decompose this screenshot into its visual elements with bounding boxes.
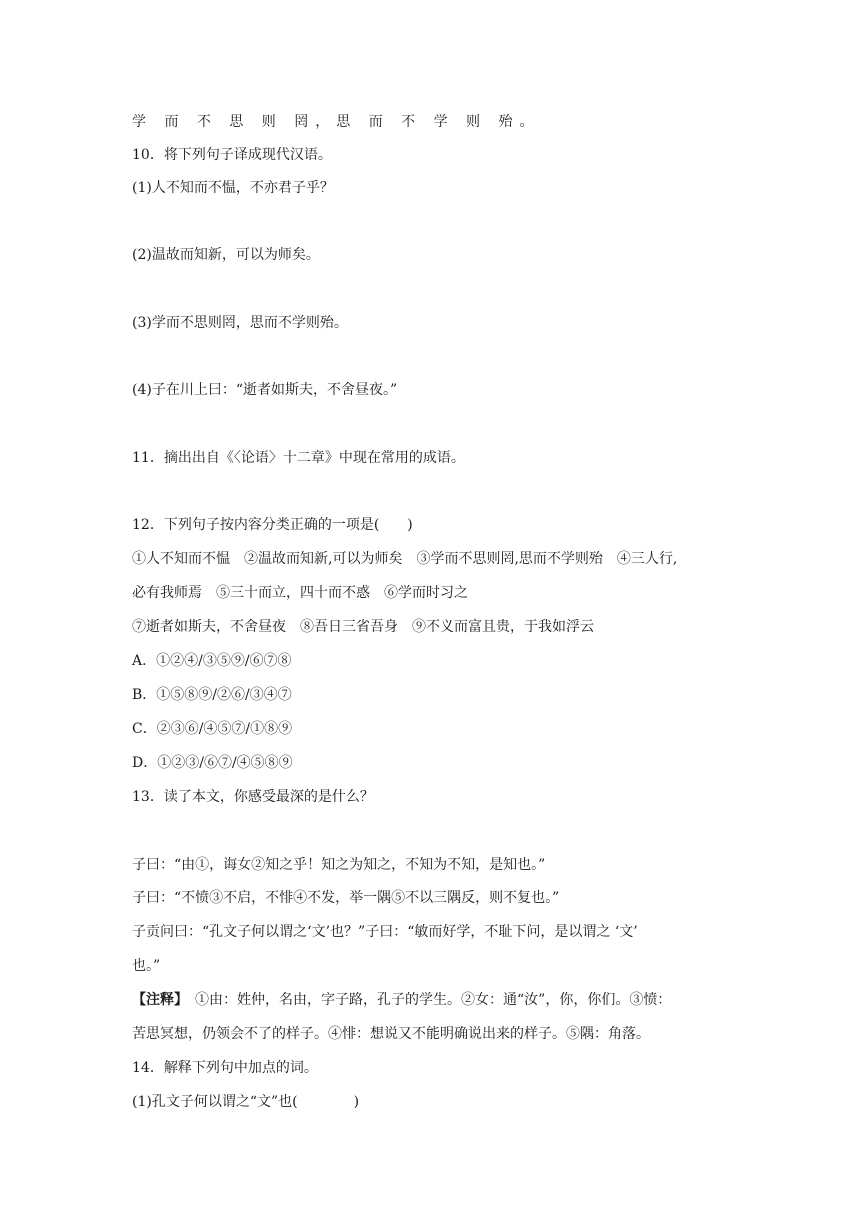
passage-line-3: 子贡问曰：“孔文子何以谓之‘文’也？”子曰：“敏而好学，不耻下问，是以谓之 ‘文’ xyxy=(132,924,638,940)
sub-question-1: (1)人不知而不愠，不亦君子乎？ xyxy=(132,180,334,196)
option-c: C．②③⑥/④⑤⑦/①⑧⑨ xyxy=(132,721,293,737)
annotation-label: 【注释】 xyxy=(132,992,181,1008)
sub-question-3: (3)学而不思则罔，思而不学则殆。 xyxy=(132,315,348,331)
question-12-items-line-1: ①人不知而不愠 ②温故而知新,可以为师矣 ③学而不思则罔,思而不学则殆 ④三人行, xyxy=(132,551,678,567)
question-12-items-line-2: 必有我师焉 ⑤三十而立，四十而不惑 ⑥学而时习之 xyxy=(132,585,468,601)
option-a: A．①②④/③⑤⑨/⑥⑦⑧ xyxy=(132,653,292,669)
question-12-items-line-3: ⑦逝者如斯夫，不舍昼夜 ⑧吾日三省吾身 ⑨不义而富且贵，于我如浮云 xyxy=(132,619,594,635)
sub-question-2: (2)温故而知新，可以为师矣。 xyxy=(132,247,320,263)
option-d: D．①②③/⑥⑦/④⑤⑧⑨ xyxy=(132,755,293,771)
annotation-line-2: 苦思冥想，仍领会不了的样子。④悱：想说又不能明确说出来的样子。⑤隅：角落。 xyxy=(132,1026,650,1042)
question-10: 10．将下列句子译成现代汉语。 xyxy=(132,147,332,163)
passage-line-1: 子曰：“由①，诲女②知之乎！知之为知之，不知为不知，是知也。” xyxy=(132,857,546,873)
annotation-text: ①由：姓仲，名由，字子路，孔子的学生。②女：通“汝”，你，你们。③愤： xyxy=(181,992,672,1008)
sub-question-4: (4)子在川上曰：“逝者如斯夫，不舍昼夜。” xyxy=(132,382,398,398)
text-line: 学 而 不 思 则 罔，思 而 不 学 则 殆。 xyxy=(132,114,541,130)
question-14: 14．解释下列句中加点的词。 xyxy=(132,1060,318,1076)
question-14-sub-1: (1)孔文子何以谓之“文”也( ) xyxy=(132,1094,360,1110)
passage-line-4: 也。” xyxy=(132,958,161,974)
question-13: 13．读了本文，你感受最深的是什么？ xyxy=(132,789,374,805)
question-12: 12．下列句子按内容分类正确的一项是( ) xyxy=(132,517,413,533)
question-11: 11．摘出出自《〈论语〉十二章》中现在常用的成语。 xyxy=(132,450,465,466)
passage-line-2: 子曰：“不愤③不启，不悱④不发，举一隅⑤不以三隅反，则不复也。” xyxy=(132,890,560,906)
annotation-line-1 xyxy=(132,990,671,1010)
option-b: B．①⑤⑧⑨/②⑥/③④⑦ xyxy=(132,687,292,703)
